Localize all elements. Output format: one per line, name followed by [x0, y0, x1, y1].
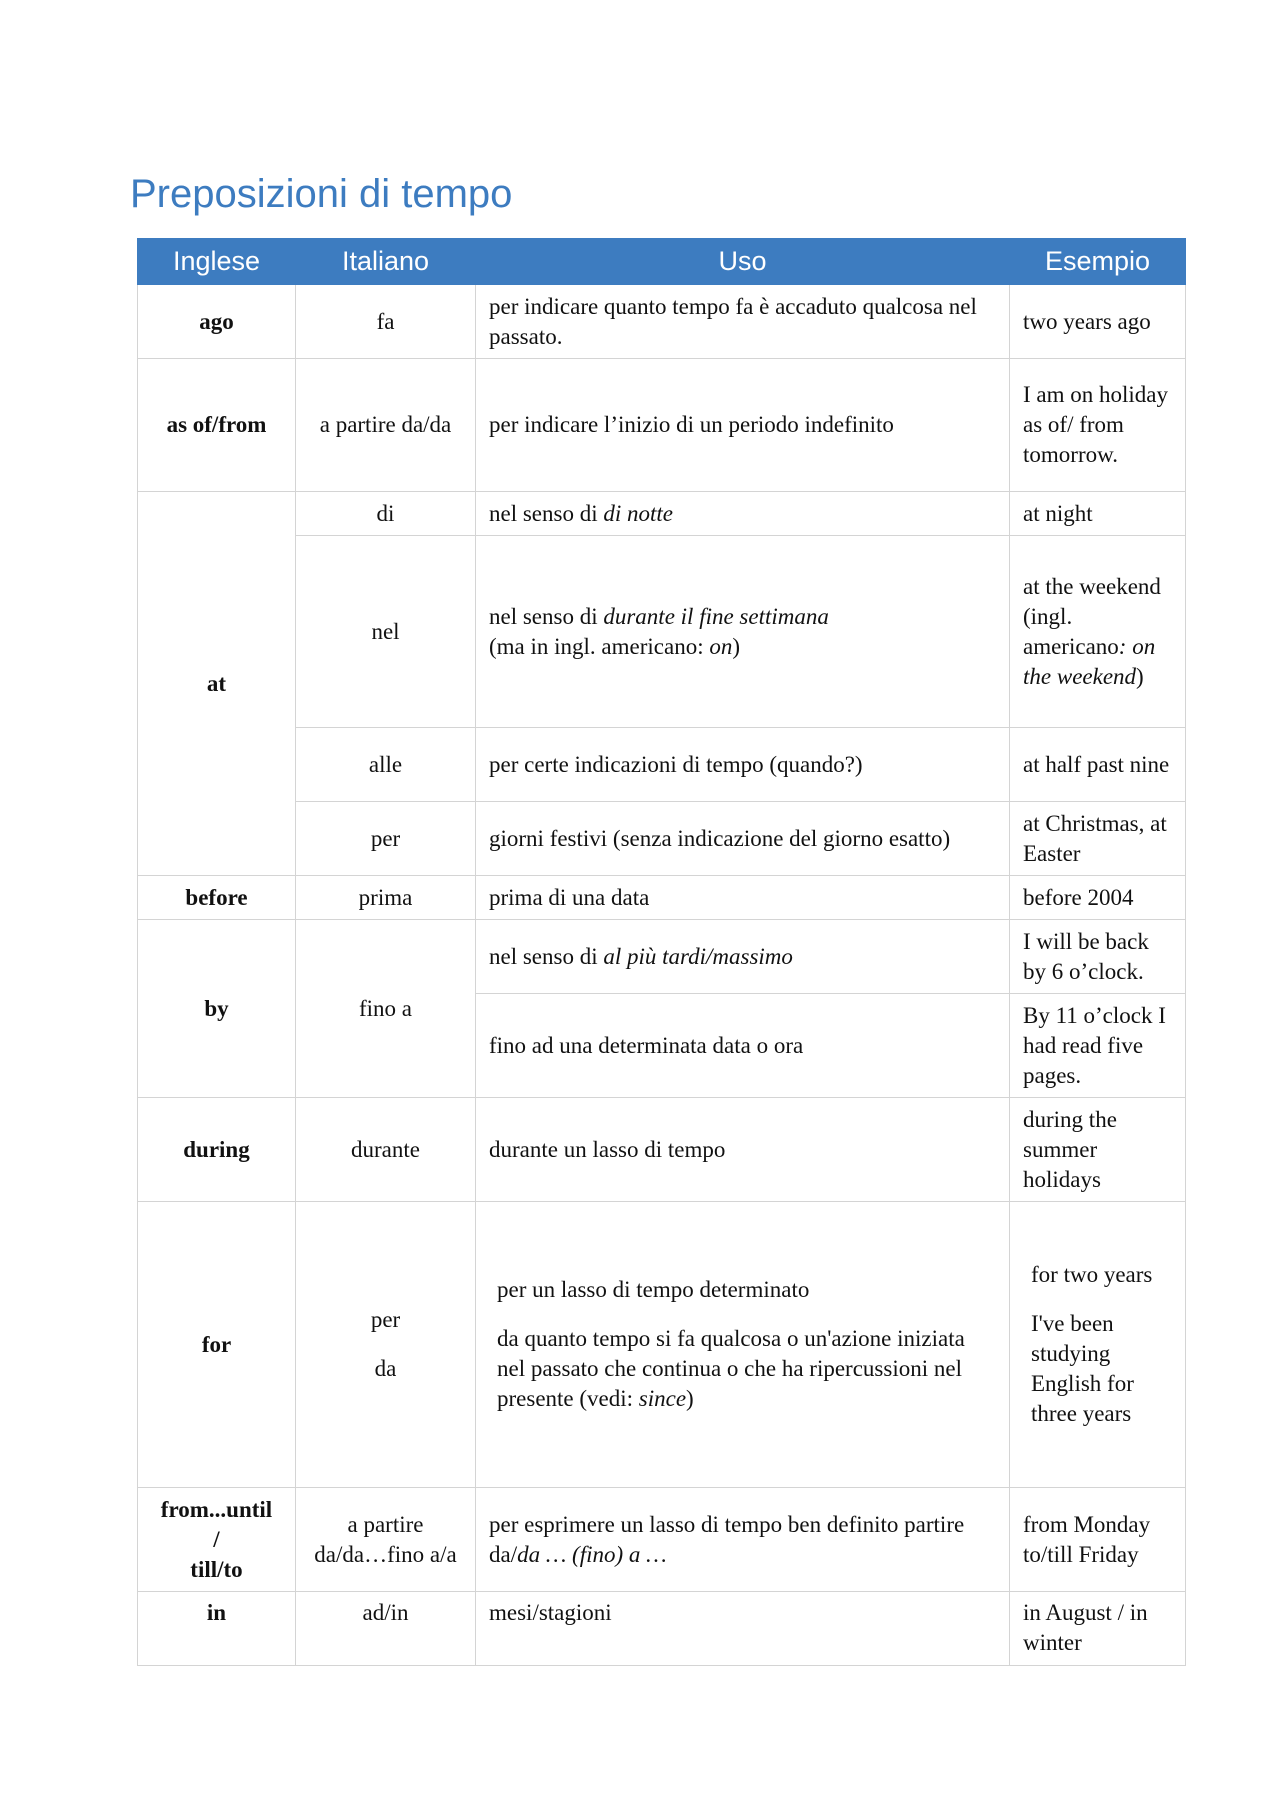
table-row	[138, 359, 1186, 492]
header-uso: Uso	[476, 239, 1010, 285]
header-esempio: Esempio	[1010, 239, 1186, 285]
table-row	[138, 920, 1186, 994]
cell-usage: nel senso di al più tardi/massimo	[476, 920, 1010, 994]
cell-english: during	[138, 1098, 296, 1202]
table-row	[138, 536, 1186, 728]
cell-italian: durante	[296, 1098, 476, 1202]
table-row	[138, 1488, 1186, 1592]
cell-italian: per da	[296, 1202, 476, 1488]
cell-italian: fino a	[296, 920, 476, 1098]
cell-english: as of/from	[138, 359, 296, 492]
prepositions-table	[137, 238, 1186, 1666]
cell-english: from...until / till/to	[138, 1488, 296, 1592]
table-row	[138, 1202, 1186, 1488]
cell-usage: nel senso di durante il fine settimana (ma in ingl. americano: on)	[476, 536, 1010, 728]
cell-usage: nel senso di di notte	[476, 492, 1010, 536]
cell-english: by	[138, 920, 296, 1098]
cell-english: in	[138, 1592, 296, 1666]
cell-italian: ad/in	[296, 1592, 476, 1666]
cell-usage: per certe indicazioni di tempo (quando?)	[476, 728, 1010, 802]
cell-usage: fino ad una determinata data o ora	[476, 994, 1010, 1098]
table-row	[138, 802, 1186, 876]
cell-english: ago	[138, 285, 296, 359]
header-italiano: Italiano	[296, 239, 476, 285]
cell-italian: a partire da/da…fino a/a	[296, 1488, 476, 1592]
cell-usage: giorni festivi (senza indicazione del giorno esatto)	[476, 802, 1010, 876]
cell-usage: mesi/stagioni	[476, 1592, 1010, 1666]
cell-example: at the weekend (ingl. americano: on the weekend)	[1010, 536, 1186, 728]
table-row	[138, 492, 1186, 536]
cell-usage: prima di una data	[476, 876, 1010, 920]
table-row	[138, 1592, 1186, 1666]
cell-italian: per	[296, 802, 476, 876]
table-header-row	[138, 239, 1186, 285]
cell-italian: a partire da/da	[296, 359, 476, 492]
cell-example: I am on holiday as of/ from tomorrow.	[1010, 359, 1186, 492]
cell-english: for	[138, 1202, 296, 1488]
table-row	[138, 876, 1186, 920]
cell-example: before 2004	[1010, 876, 1186, 920]
cell-example: for two years I've been studying English for three years	[1010, 1202, 1186, 1488]
header-inglese: Inglese	[138, 239, 296, 285]
cell-english: at	[138, 492, 296, 876]
cell-italian: nel	[296, 536, 476, 728]
cell-example: at half past nine	[1010, 728, 1186, 802]
cell-example: from Monday to/till Friday	[1010, 1488, 1186, 1592]
cell-usage: per indicare quanto tempo fa è accaduto qualcosa nel passato.	[476, 285, 1010, 359]
cell-italian: prima	[296, 876, 476, 920]
cell-example: during the summer holidays	[1010, 1098, 1186, 1202]
cell-usage: per indicare l’inizio di un periodo indefinito	[476, 359, 1010, 492]
table-row	[138, 1098, 1186, 1202]
cell-example: By 11 o’clock I had read five pages.	[1010, 994, 1186, 1098]
cell-example: at night	[1010, 492, 1186, 536]
cell-example: in August / in winter	[1010, 1592, 1186, 1666]
cell-italian: fa	[296, 285, 476, 359]
cell-english: before	[138, 876, 296, 920]
cell-italian: di	[296, 492, 476, 536]
cell-usage: per un lasso di tempo determinato da quanto tempo si fa qualcosa o un'azione iniziata nel passato che continua o che ha ripercussioni nel presente (vedi: since)	[476, 1202, 1010, 1488]
cell-example: I will be back by 6 o’clock.	[1010, 920, 1186, 994]
cell-usage: durante un lasso di tempo	[476, 1098, 1010, 1202]
page-title: Preposizioni di tempo	[130, 172, 513, 216]
cell-italian: alle	[296, 728, 476, 802]
cell-example: at Christmas, at Easter	[1010, 802, 1186, 876]
table-row	[138, 285, 1186, 359]
cell-example: two years ago	[1010, 285, 1186, 359]
cell-usage: per esprimere un lasso di tempo ben definito partire da/da … (fino) a …	[476, 1488, 1010, 1592]
table-row	[138, 728, 1186, 802]
